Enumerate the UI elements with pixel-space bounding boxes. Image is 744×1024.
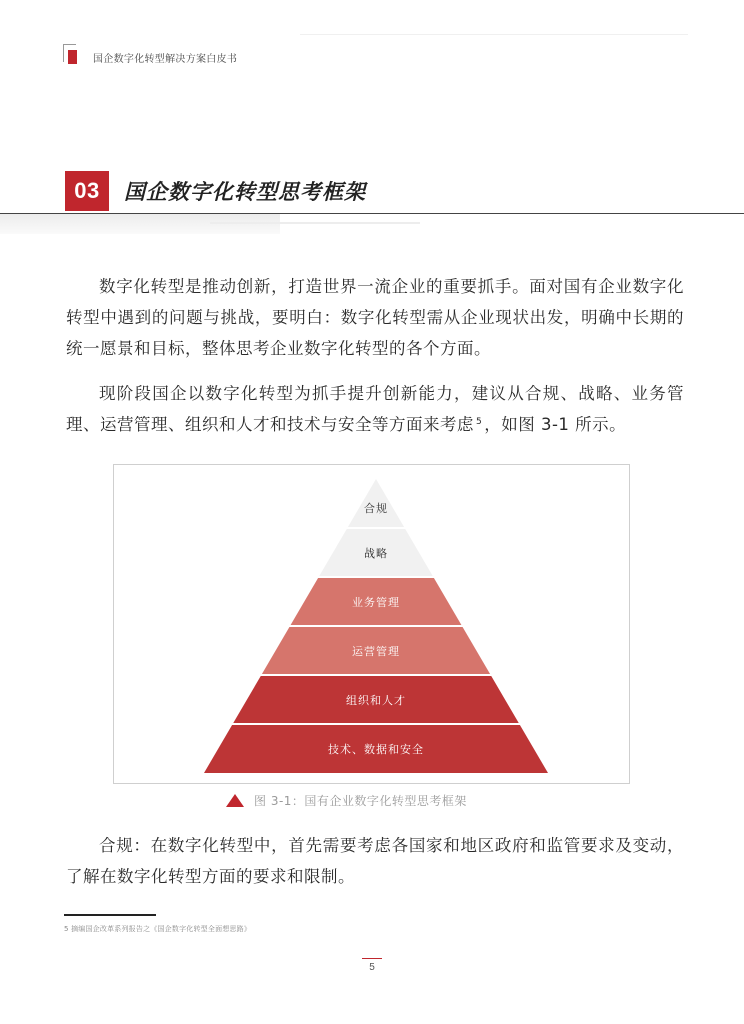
paragraph-framework-text-end: ，如图 3-1 所示。 <box>484 415 627 434</box>
pyramid-level-label: 业务管理 <box>352 595 400 609</box>
document-logo-icon <box>63 44 79 66</box>
caption-triangle-icon <box>226 794 244 807</box>
page-number: 5 <box>369 962 375 973</box>
pyramid-level-label: 运营管理 <box>352 644 400 658</box>
pyramid-level-label: 战略 <box>364 546 388 560</box>
paragraph-intro: 数字化转型是推动创新，打造世界一流企业的重要抓手。面对国有企业数字化转型中遇到的问题与挑战，要明白：数字化转型需从企业现状出发，明确中长期的统一愿景和目标，整体思考企业数字化转型的各个方面。 <box>66 277 684 358</box>
pyramid-level-label: 技术、数据和安全 <box>328 743 424 756</box>
footnote-divider <box>64 914 156 916</box>
caption-text: 图 3-1：国有企业数字化转型思考框架 <box>254 794 467 808</box>
header-title: 国企数字化转型解决方案白皮书 <box>93 54 238 65</box>
section-heading-shadow-line <box>210 222 420 224</box>
paragraph-framework-text: 现阶段国企以数字化转型为抓手提升创新能力，建议从合规、战略、业务管理、运营管理、组织和人才和技术与安全等方面来考虑 <box>66 384 684 434</box>
section-title: 国企数字化转型思考框架 <box>124 180 366 204</box>
pyramid-level-label: 合规 <box>364 502 388 515</box>
section-heading-shadow <box>0 214 280 234</box>
page-number-rule <box>362 958 382 959</box>
header-divider <box>300 34 688 35</box>
footnote-reference[interactable]: 5 <box>476 416 483 427</box>
footnote-text: 5 摘编国企改革系列报告之《国企数字化转型全面想思路》 <box>64 925 252 933</box>
section-heading-rule <box>0 213 744 214</box>
figure-caption <box>226 790 467 808</box>
section-number-badge: 03 <box>65 171 109 211</box>
paragraph-framework <box>66 378 684 440</box>
page-header <box>63 44 683 80</box>
paragraph-compliance: 合规：在数字化转型中，首先需要考虑各国家和地区政府和监管要求及变动，了解在数字化转型方面的要求和限制。 <box>66 836 684 886</box>
pyramid-level-label: 组织和人才 <box>346 693 406 707</box>
